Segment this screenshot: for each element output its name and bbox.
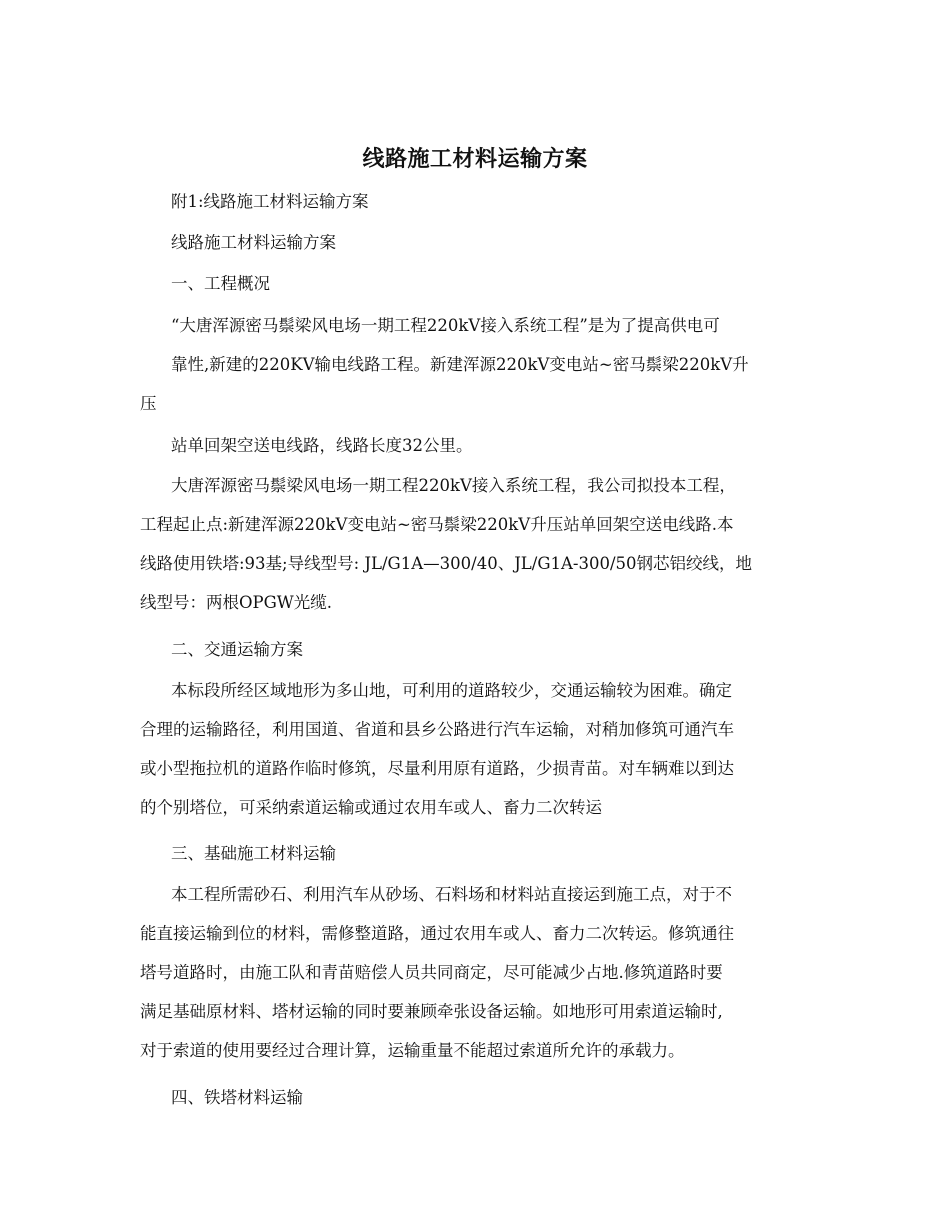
paragraph-overview-1 [140, 306, 820, 423]
section-heading: 二、交通运输方案 [171, 640, 303, 659]
text-line: 能直接运输到位的材料，需修整道路，通过农用车或人、畜力二次转运。修筑通往 [140, 924, 734, 943]
paragraph-overview-3 [140, 466, 820, 622]
section-heading-3 [140, 834, 820, 873]
paragraph-overview-2 [140, 426, 820, 465]
text-line: 本标段所经区域地形为多山地，可利用的道路较少，交通运输较为困难。确定 [171, 681, 732, 700]
document-title: 线路施工材料运输方案 [362, 146, 588, 172]
text-line: 线型号：两根OPGW光缆. [140, 593, 333, 612]
section-heading-1 [140, 264, 820, 303]
text-line: 塔号道路时，由施工队和青苗赔偿人员共同商定，尽可能减少占地.修筑道路时要 [140, 963, 723, 982]
text-line: 工程起止点:新建浑源220kV变电站~密马鬃梁220kV升压站单回架空送电线路.本 [140, 515, 734, 534]
text-line: 的个别塔位，可采纳索道运输或通过农用车或人、畜力二次转运 [140, 798, 602, 817]
text-line: 线路施工材料运输方案 [171, 233, 336, 252]
section-heading: 三、基础施工材料运输 [171, 844, 336, 863]
appendix-heading [140, 182, 820, 221]
text-line: 满足基础原材料、塔材运输的同时要兼顾牵张设备运输。如地形可用索道运输时, [140, 1002, 723, 1021]
text-line: 站单回架空送电线路，线路长度32公里。 [171, 436, 473, 455]
paragraph-foundation [140, 875, 820, 1070]
section-heading-4 [140, 1078, 820, 1117]
section-heading-2 [140, 630, 820, 669]
text-line: 合理的运输路径，利用国道、省道和县乡公路进行汽车运输，对稍加修筑可通汽车 [140, 720, 734, 739]
text-line: 对于索道的使用要经过合理计算，运输重量不能超过索道所允许的承载力。 [140, 1041, 685, 1060]
text-line: 大唐浑源密马鬃梁风电场一期工程220kV接入系统工程，我公司拟投本工程， [171, 476, 736, 495]
text-line: 或小型拖拉机的道路作临时修筑，尽量利用原有道路，少损青苗。对车辆难以到达 [140, 759, 734, 778]
paragraph-transport [140, 671, 820, 827]
subtitle-line [140, 223, 820, 262]
text-line: 压 [140, 394, 157, 413]
section-heading: 四、铁塔材料运输 [171, 1088, 303, 1107]
text-line: 线路使用铁塔:93基;导线型号: JL/G1A—300/40、JL/G1A-300/50钢芯铝绞线，地 [140, 554, 753, 573]
section-heading: 一、工程概况 [171, 274, 270, 293]
text-line: 本工程所需砂石、利用汽车从砂场、石料场和材料站直接运到施工点，对于不 [171, 885, 732, 904]
text-line: 附1:线路施工材料运输方案 [171, 192, 369, 211]
text-line: 靠性,新建的220KV输电线路工程。新建浑源220kV变电站~密马鬃梁220kV升 [171, 355, 749, 374]
text-line: “大唐浑源密马鬃梁风电场一期工程220kV接入系统工程”是为了提高供电可 [171, 316, 720, 335]
